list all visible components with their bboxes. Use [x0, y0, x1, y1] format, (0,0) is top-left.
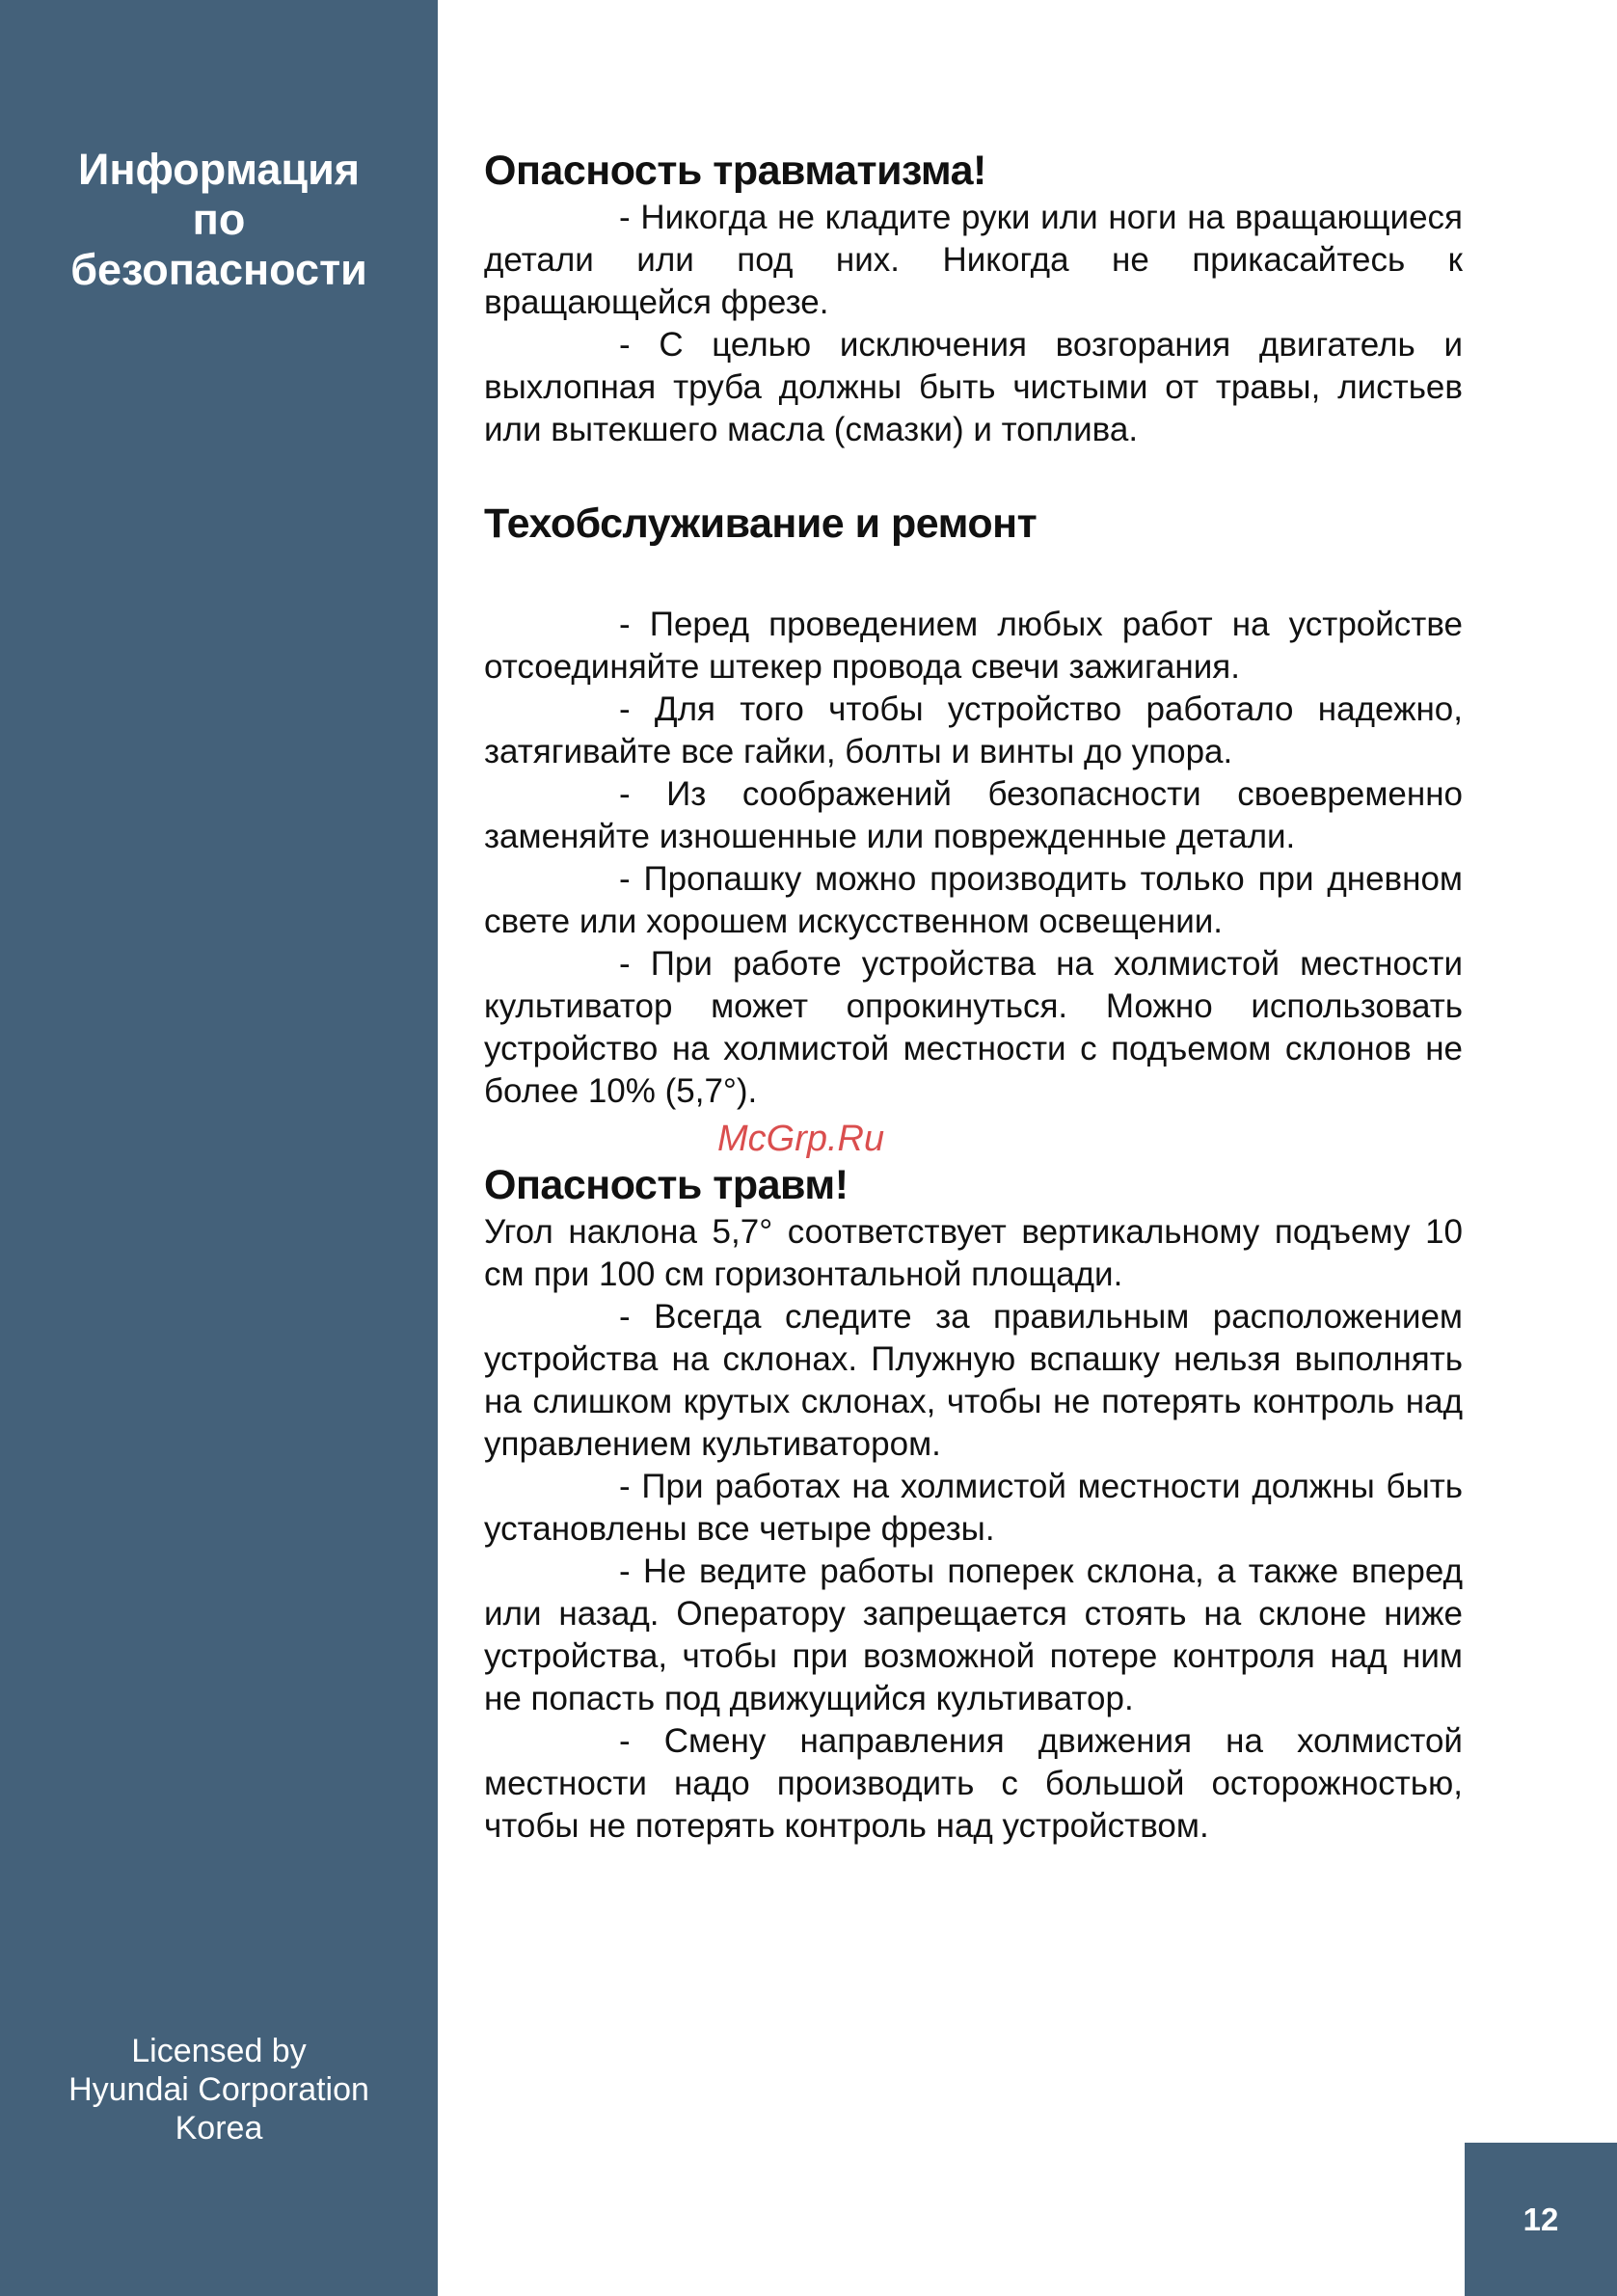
paragraph-intro: Угол наклона 5,7° соответствует вертикальному подъему 10 см при 100 см горизонтальной площади.: [484, 1213, 1463, 1293]
page-number: 12: [1523, 2201, 1559, 2237]
paragraph: - Для того чтобы устройство работало надежно, затягивайте все гайки, болты и винты до упора.: [484, 690, 1463, 770]
section-title-line: по: [192, 195, 246, 244]
paragraph: - С целью исключения возгорания двигатель и выхлопная труба должны быть чистыми от травы, листьев или вытекшего масла (смазки) и топлива.: [484, 326, 1463, 448]
section-title: [0, 145, 438, 295]
paragraph: - Смену направления движения на холмистой местности надо производить с большой осторожностью, чтобы не потерять контроль над устройством.: [484, 1722, 1463, 1845]
paragraph: - При работах на холмистой местности должны быть установлены все четыре фрезы.: [484, 1468, 1463, 1548]
paragraph: - Всегда следите за правильным расположением устройства на склонах. Плужную вспашку нельзя выполнять на слишком крутых склонах, чтобы не потерять контроль над управлением культиватором.: [484, 1298, 1463, 1463]
section-injury-risk: [484, 1159, 1463, 1848]
section-title-line: Информация: [78, 145, 360, 194]
section-injury-hazard: [484, 145, 1463, 451]
main-content: [484, 145, 1463, 1848]
section-heading: Опасность травматизма!: [484, 148, 986, 194]
section-heading: Техобслуживание и ремонт: [484, 500, 1038, 547]
watermark: McGrp.Ru: [717, 1119, 885, 1159]
section-heading: Опасность травм!: [484, 1162, 849, 1208]
paragraph: - При работе устройства на холмистой местности культиватор может опрокинуться. Можно использовать устройство на холмистой местности с подъемом склонов не более 10% (5,7°).: [484, 945, 1463, 1110]
paragraph: - Перед проведением любых работ на устройстве отсоединяйте штекер провода свечи зажигания.: [484, 606, 1463, 686]
page-number-box: [1465, 2143, 1617, 2296]
paragraph: - Из соображений безопасности своевременно заменяйте изношенные или поврежденные детали.: [484, 775, 1463, 855]
section-maintenance: [484, 498, 1463, 1113]
section-title-line: безопасности: [70, 245, 367, 294]
sidebar: [0, 0, 438, 2296]
license-line: Hyundai Corporation: [68, 2071, 369, 2108]
license-line: Licensed by: [131, 2033, 307, 2069]
paragraph: - Никогда не кладите руки или ноги на вращающиеся детали или под них. Никогда не прикасайтесь к вращающейся фрезе.: [484, 199, 1463, 321]
paragraph: - Пропашку можно производить только при дневном свете или хорошем искусственном освещении.: [484, 860, 1463, 940]
license-line: Korea: [175, 2110, 263, 2147]
paragraph: - Не ведите работы поперек склона, а также вперед или назад. Оператору запрещается стоять на склоне ниже устройства, чтобы при возможной потере контроля над ним не попасть под движущийся культиватор.: [484, 1553, 1463, 1717]
license-note: [0, 2032, 438, 2147]
